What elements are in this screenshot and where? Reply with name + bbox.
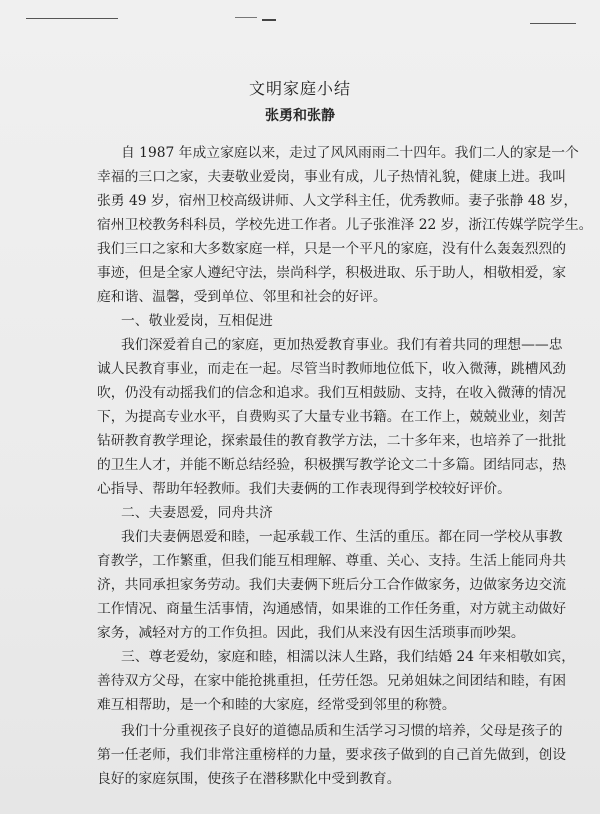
body-line: 我们夫妻俩恩爱和睦，一起承载工作、生活的重压。都在同一学校从事教 [121,529,563,545]
body-line: 善待双方父母，在家中能抢挑重担，任劳任怨。兄弟姐妹之间团结和睦，有困 [97,673,567,689]
body-line: 良好的家庭氛围，使孩子在潜移默化中受到教育。 [97,771,401,787]
body-line: 我们十分重视孩子良好的道德品质和生活学习习惯的培养，父母是孩子的 [121,723,563,739]
top-left-rule [26,18,118,19]
body-line: 诚人民教育事业，而走在一起。尽管当时教师地位低下，收入微薄，跳槽风劲 [97,361,567,377]
top-center-mark [262,19,276,21]
body-line: 我们三口之家和大多数家庭一样，只是一个平凡的家庭，没有什么轰轰烈烈的 [97,241,567,257]
body-line: 育教学，工作繁重，但我们能互相理解、尊重、关心、支持。生活上能同舟共 [97,553,567,569]
body-line: 吹，仍没有动摇我们的信念和追求。我们互相鼓励、支持，在收入微薄的情况 [97,385,567,401]
document-title: 文明家庭小结 [248,79,351,98]
section-heading: 二、夫妻恩爱，同舟共济 [121,505,273,521]
body-line: 工作情况、商量生活事情，沟通感情，如果谁的工作任务重，对方就主动做好 [97,601,567,617]
body-line: 事迹，但是全家人遵纪守法，崇尚科学，积极进取、乐于助人，相敬相爱，家 [97,265,567,281]
body-line: 幸福的三口之家，夫妻敬业爱岗，事业有成，儿子热情礼貌，健康上进。我叫 [97,169,567,185]
body-line: 钻研教育教学理论，探索最佳的教育教学方法，二十多年来，也培养了一批批 [97,433,567,449]
body-line: 家务，减轻对方的工作负担。因此，我们从来没有因生活琐事而吵架。 [97,625,525,641]
body-line: 宿州卫校教务科科员，学校先进工作者。儿子张淮泽 22 岁，浙江传媒学院学生。 [97,217,593,233]
section-heading: 一、敬业爱岗，互相促进 [121,313,273,329]
body-line: 张勇 49 岁，宿州卫校高级讲师、人文学科主任，优秀教师。妻子张静 48 岁， [97,193,578,209]
body-line: 我们深爱着自己的家庭，更加热爱教育事业。我们有着共同的理想——忠 [121,337,563,353]
body-line: 庭和谐、温馨，受到单位、邻里和社会的好评。 [97,289,387,305]
body-line: 的卫生人才，并能不断总结经验，积极撰写教学论文二十多篇。团结同志，热 [97,457,567,473]
body-line: 济，共同承担家务劳动。我们夫妻俩下班后分工合作做家务，边做家务边交流 [97,577,567,593]
body-line: 自 1987 年成立家庭以来，走过了风风雨雨二十四年。我们二人的家是一个 [121,145,579,161]
body-line: 下，为提高专业水平，自费购买了大量专业书籍。在工作上，兢兢业业，刻苦 [97,409,567,425]
top-right-rule [530,23,576,24]
section-heading-paragraph: 三、尊老爱幼，家庭和睦，相濡以沫人生路，我们结婚 24 年来相敬如宾， [121,649,576,665]
body-line: 第一任老师，我们非常注重榜样的力量，要求孩子做到的自己首先做到，创设 [97,747,567,763]
top-center-rule [235,17,257,18]
body-line: 心指导、帮助年轻教师。我们夫妻俩的工作表现得到学校较好评价。 [97,481,511,497]
body-line: 难互相帮助，是一个和睦的大家庭，经常受到邻里的称赞。 [97,697,456,713]
document-author: 张勇和张静 [265,108,335,124]
